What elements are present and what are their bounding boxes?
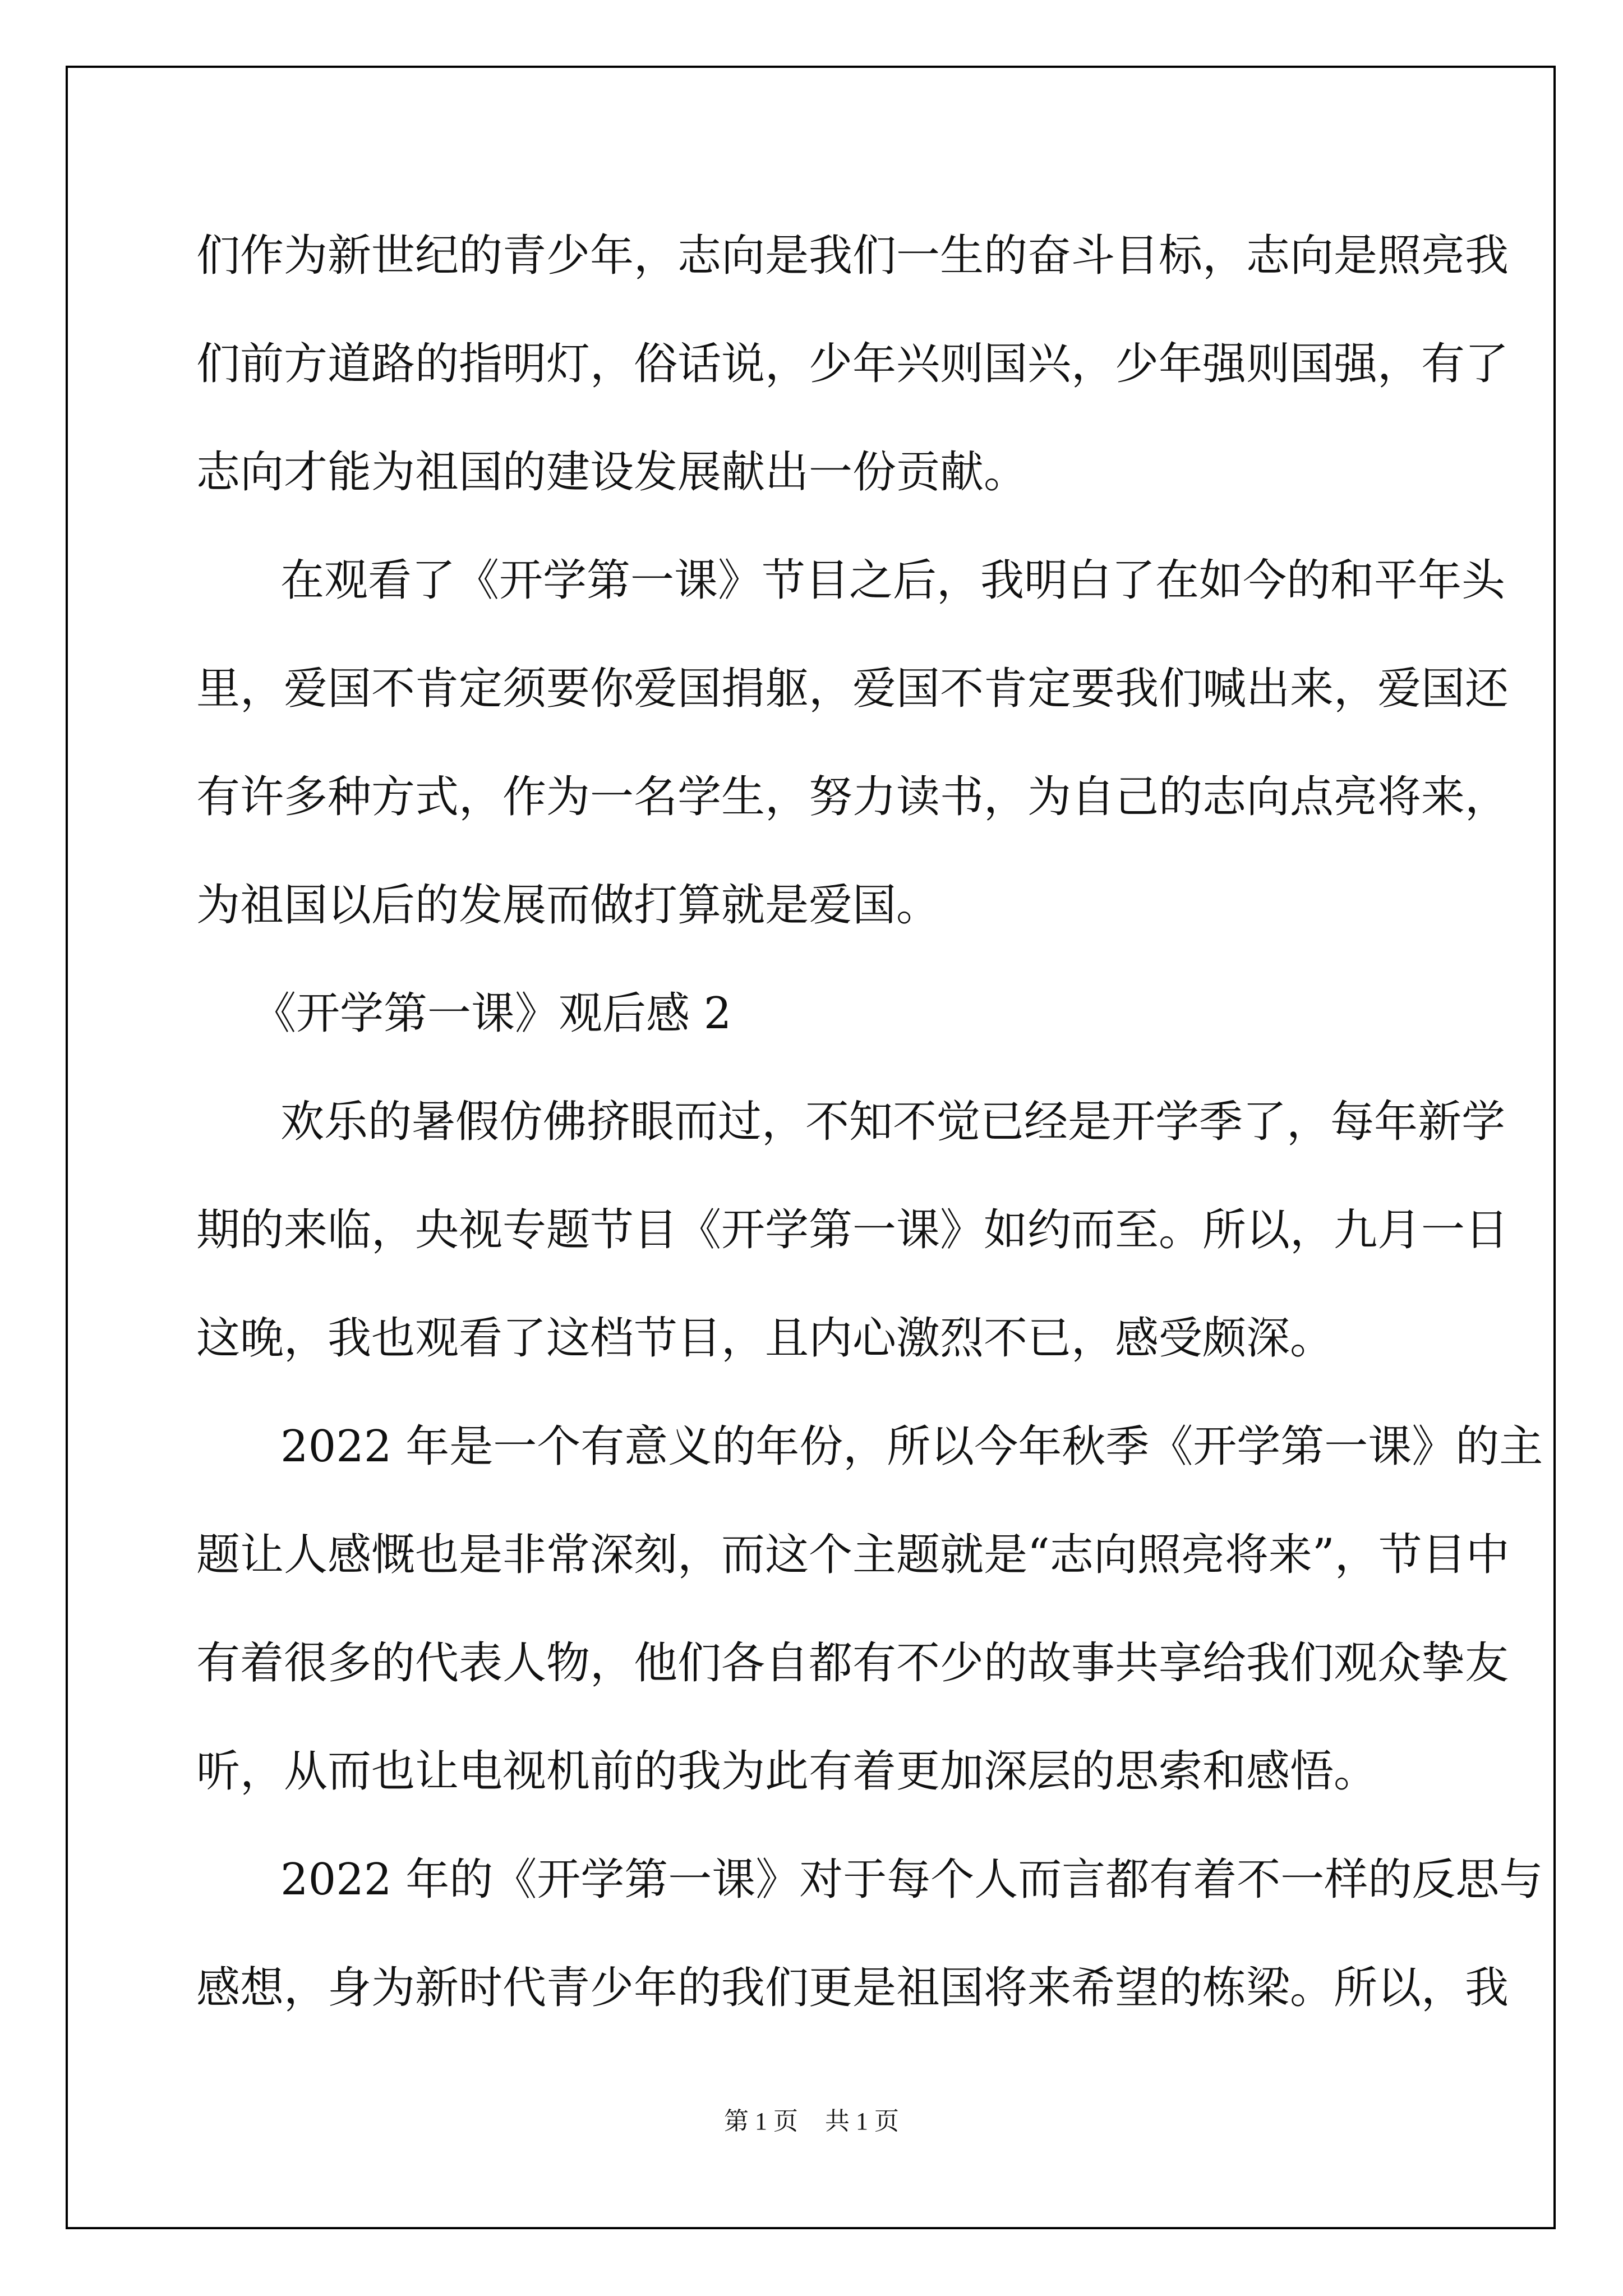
page-footer [0,2101,1623,2137]
text-line: 听，从而也让电视机前的我为此有着更加深层的思索和感悟。 [196,1746,1378,1797]
document-body [196,202,1543,2042]
paragraph-first-line: 欢乐的暑假仿佛挤眼而过，不知不觉已经是开学季了，每年新学 [280,1097,1506,1147]
text-line: 为祖国以后的发展而做打算就是爱国。 [196,880,940,931]
text-line: 们前方道路的指明灯，俗话说，少年兴则国兴，少年强则国强，有了 [196,339,1509,389]
paragraph-first-line: 2022 年是一个有意义的年份，所以今年秋季《开学第一课》的主 [280,1421,1543,1472]
page-total: 共 1 页 [825,2108,899,2135]
paragraph-first-line: 在观看了《开学第一课》节目之后，我明白了在如今的和平年头 [280,555,1506,606]
text-line: 志向才能为祖国的建设发展献出一份贡献。 [196,447,1028,498]
text-line: 这晚，我也观看了这档节目，且内心激烈不已，感受颇深。 [196,1313,1334,1364]
text-line: 里，爱国不肯定须要你爱国捐躯，爱国不肯定要我们喊出来，爱国还 [196,664,1509,714]
text-line: 有许多种方式，作为一名学生，努力读书，为自己的志向点亮将来， [196,772,1509,822]
text-line: 题让人感慨也是非常深刻，而这个主题就是“志向照亮将来”，节目中 [196,1530,1510,1580]
paragraph-first-line: 2022 年的《开学第一课》对于每个人而言都有着不一样的反思与 [280,1855,1543,1905]
text-line: 有着很多的代表人物，他们各自都有不少的故事共享给我们观众挚友 [196,1638,1509,1688]
text-line: 们作为新世纪的青少年，志向是我们一生的奋斗目标，志向是照亮我 [196,231,1509,281]
page-number: 第 1 页 [724,2108,798,2135]
section-heading: 《开学第一课》观后感 2 [252,988,732,1039]
text-line: 期的来临，央视专题节目《开学第一课》如约而至。所以，九月一日 [196,1205,1509,1255]
text-line: 感想，身为新时代青少年的我们更是祖国将来希望的栋梁。所以，我 [196,1963,1509,2013]
